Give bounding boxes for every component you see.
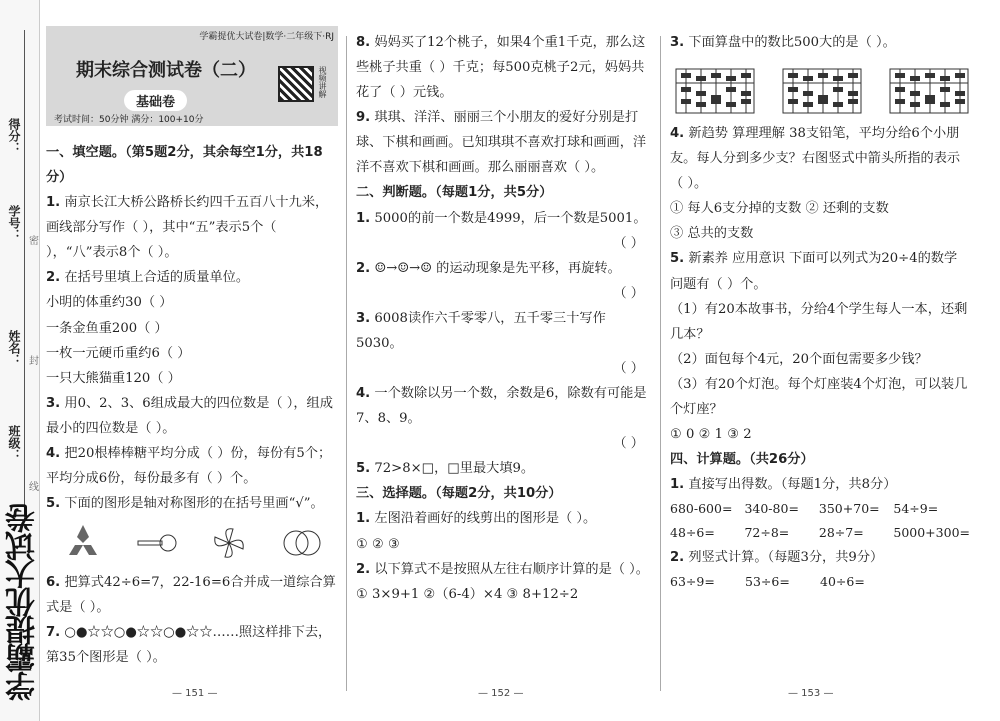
question-number: 3. — [46, 395, 61, 411]
cut-line — [24, 30, 25, 520]
seal-mark: 封 — [29, 356, 39, 367]
calc-item: 40÷6= — [820, 573, 865, 589]
question — [670, 347, 970, 372]
calc-item: 54÷9= — [893, 501, 939, 517]
question-number: 1. — [356, 210, 371, 226]
question — [670, 372, 970, 422]
seal-mark: 密 — [29, 236, 39, 247]
question-text: （ ） — [613, 361, 644, 377]
question-text: 妈妈买了12个桃子，如果4个重1千克，那么这些桃子共重（ ）千克；每500克桃子2元，妈妈共花了（ ）元钱。 — [356, 35, 646, 101]
question-text: 二、判断题。（每题1分，共5分） — [356, 185, 553, 201]
question-text: ○●☆☆○●☆☆○●☆☆……照这样排下去，第35个图形是（ ）。 — [46, 625, 332, 666]
name-label: 姓名： — [7, 330, 21, 366]
abacus-icon — [777, 57, 863, 119]
calc-item: 53÷6= — [745, 573, 790, 589]
question — [356, 582, 652, 607]
question-text: ① 3×9+1 ②（6-4）×4 ③ 8+12÷2 — [356, 586, 579, 602]
question-number: 1. — [356, 511, 371, 527]
calc-item: 350+70= — [818, 501, 880, 517]
pinwheel-figure — [207, 523, 251, 563]
question-text: （ ） — [613, 436, 644, 452]
question — [356, 456, 652, 481]
section-heading — [670, 447, 970, 472]
calc-item: 48÷6= — [670, 525, 715, 540]
calc-item: 28÷7= — [818, 525, 864, 540]
question — [670, 297, 970, 347]
question-number: 3. — [670, 35, 685, 50]
calc-item: 72÷8= — [744, 525, 790, 540]
question-text: 一个数除以另一个数，余数是6，除数有可能是7、8、9。 — [356, 386, 647, 427]
column-divider — [660, 36, 661, 691]
key-figure — [134, 523, 178, 563]
question-text: ① 0 ② 1 ③ 2 — [670, 427, 752, 443]
question-text: 小明的体重约30（ ） — [46, 295, 173, 311]
question — [46, 316, 338, 341]
question-text: 三、选择题。（每题2分，共10分） — [356, 486, 562, 502]
question — [356, 557, 652, 582]
question — [46, 620, 338, 670]
question — [670, 121, 970, 196]
calc-item: 63÷9= — [670, 573, 715, 589]
question — [670, 246, 970, 296]
question-text: ☺→☺→☺ 的运动现象是先平移，再旋转。 — [374, 260, 621, 276]
page-number: — 152 — — [478, 688, 524, 699]
seal-mark: 线 — [29, 482, 39, 493]
question-number: 3. — [356, 310, 371, 326]
question-text: 以下算式不是按照从左往右顺序计算的是（ ）。 — [374, 561, 649, 577]
question — [46, 391, 338, 441]
question-text: 四、计算题。（共26分） — [670, 452, 814, 468]
question-text: （ ） — [613, 285, 644, 301]
question-text: 6008读作六千零零八，五千零三十写作5030。 — [356, 310, 606, 351]
question — [46, 190, 338, 265]
brand-logo: 学霸提优大试卷 — [6, 505, 41, 701]
question-text: 左图沿着画好的线剪出的图形是（ ）。 — [374, 511, 597, 527]
page-number: — 151 — — [172, 688, 218, 699]
question — [46, 366, 338, 391]
question-text: 72>8×□，□里最大填9。 — [374, 461, 535, 477]
calc-grid — [670, 497, 970, 545]
question-text: （3）有20个灯泡。每个灯座装4个灯泡，可以装几个灯座？ — [670, 376, 968, 417]
question-text: 下面算盘中的数比500大的是（ ）。 — [688, 35, 896, 50]
question-number: 4. — [46, 445, 61, 461]
binding-margin — [0, 0, 40, 721]
question-text: 南京长江大桥公路桥长约四千五百八十九米，画线部分写作（ ），其中“五”表示5个（ ），“八”表示8个（ ）。 — [46, 195, 329, 261]
question-text: 下面的图形是轴对称图形的在括号里画“√”。 — [64, 496, 324, 512]
abacus-icon — [670, 57, 756, 119]
question — [356, 506, 652, 531]
question — [670, 221, 970, 246]
question-number: 5. — [356, 461, 371, 477]
question-text: 一条金鱼重200（ ） — [46, 320, 168, 336]
question — [356, 206, 652, 231]
calc-item: 680-600= — [670, 501, 733, 517]
question — [46, 570, 338, 620]
question — [356, 231, 652, 256]
question-number: 2. — [356, 260, 371, 276]
question-text: （ ） — [613, 235, 644, 251]
question-text: 用0、2、3、6组成最大的四位数是（ ），组成最小的四位数是（ ）。 — [46, 395, 333, 436]
question — [356, 306, 652, 356]
question-number: 2. — [46, 270, 61, 286]
score-label: 得分： — [7, 118, 21, 154]
question-number: 8. — [356, 35, 371, 50]
class-label: 班级： — [7, 425, 21, 461]
question — [356, 256, 652, 281]
question-number: 2. — [356, 561, 371, 577]
abacus-icon — [884, 57, 970, 119]
section-heading — [356, 180, 652, 205]
question-text: （1）有20本故事书，分给4个学生每人一本，还剩几本？ — [670, 301, 968, 342]
column-2 — [356, 30, 652, 607]
question-text: 一、填空题。（第5题2分，其余每空1分，共18分） — [46, 145, 323, 186]
question — [356, 356, 652, 381]
exam-info: 考试时间：50分钟 满分：100+10分 — [54, 115, 204, 125]
question — [46, 341, 338, 366]
section-heading — [46, 140, 338, 190]
question — [670, 30, 970, 55]
question-text: 一只大熊猫重120（ ） — [46, 370, 181, 386]
question-text: 新素养 应用意识 下面可以列式为20÷4的数学问题有（ ）个。 — [670, 251, 958, 292]
question-number: 1. — [46, 195, 61, 211]
question — [670, 196, 970, 221]
question-text: 在括号里填上合适的质量单位。 — [64, 270, 250, 286]
question — [356, 30, 652, 105]
level-badge: 基础卷 — [124, 90, 187, 111]
section-heading — [356, 481, 652, 506]
question-text: （2）面包每个4元，20个面包需要多少钱？ — [670, 351, 928, 367]
question-number: 4. — [670, 126, 685, 142]
calc-item: 5000+300= — [893, 525, 970, 540]
question — [356, 431, 652, 456]
calc-item: 340-80= — [744, 501, 799, 517]
question-text: 一枚一元硬币重约6（ ） — [46, 345, 191, 361]
student-no-label: 学号： — [7, 205, 21, 241]
question-text: 把20根棒棒糖平均分成（ ）份，每份有5个；平均分成6份，每份最多有（ ）个。 — [46, 445, 332, 487]
header-series: 学霸提优大试卷|数学·二年级下·RJ — [199, 32, 334, 42]
question — [670, 472, 970, 497]
question-text: 新趋势 算理理解 38支铅笔，平均分给6个小朋友。每人分到多少支？右图竖式中箭头所指的表示（ ）。 — [670, 126, 961, 192]
symmetry-figures — [46, 516, 338, 570]
question-text: 琪琪、洋洋、丽丽三个小朋友的爱好分别是打球、下棋和画画。已知琪琪不喜欢打球和画画，洋洋不喜欢下棋和画画。那么丽丽喜欢（ ）。 — [356, 110, 647, 176]
question-number: 4. — [356, 386, 371, 402]
page-number: — 153 — — [788, 688, 834, 699]
exam-header — [46, 26, 338, 126]
question — [356, 281, 652, 306]
question — [356, 381, 652, 431]
column-3 — [670, 30, 970, 594]
question-number: 5. — [670, 251, 685, 267]
question — [356, 532, 652, 557]
column-divider — [346, 36, 347, 691]
question — [46, 265, 338, 290]
calc-grid — [670, 570, 970, 594]
question — [46, 290, 338, 315]
question-text: 把算式42÷6=7，22-16=6合并成一道综合算式是（ ）。 — [46, 575, 336, 616]
question-text: ① ② ③ — [356, 536, 400, 552]
question-text: 列竖式计算。（每题3分，共9分） — [688, 549, 884, 565]
question-text: 5000的前一个数是4999，后一个数是5001。 — [374, 210, 647, 226]
qr-code-icon — [278, 66, 314, 102]
question — [670, 545, 970, 570]
page-title: 期末综合测试卷（二） — [76, 60, 256, 81]
rings-figure — [280, 523, 324, 563]
question-number: 2. — [670, 549, 685, 565]
question-number: 6. — [46, 575, 61, 591]
question-text: ③ 总共的支数 — [670, 226, 754, 242]
question — [46, 491, 338, 516]
question — [356, 105, 652, 180]
question-number: 1. — [670, 477, 685, 493]
question — [46, 441, 338, 491]
question-text: 直接写出得数。（每题1分，共8分） — [688, 477, 897, 493]
question — [670, 422, 970, 447]
question-number: 7. — [46, 625, 61, 641]
question-number: 5. — [46, 496, 61, 512]
question-number: 9. — [356, 110, 371, 126]
column-1 — [46, 140, 338, 670]
question-text: ① 每人6支分掉的支数 ② 还剩的支数 — [670, 201, 889, 217]
mitsubishi-figure — [61, 523, 105, 563]
abacus-options — [670, 55, 970, 121]
qr-label: 视频讲解 — [318, 66, 327, 98]
